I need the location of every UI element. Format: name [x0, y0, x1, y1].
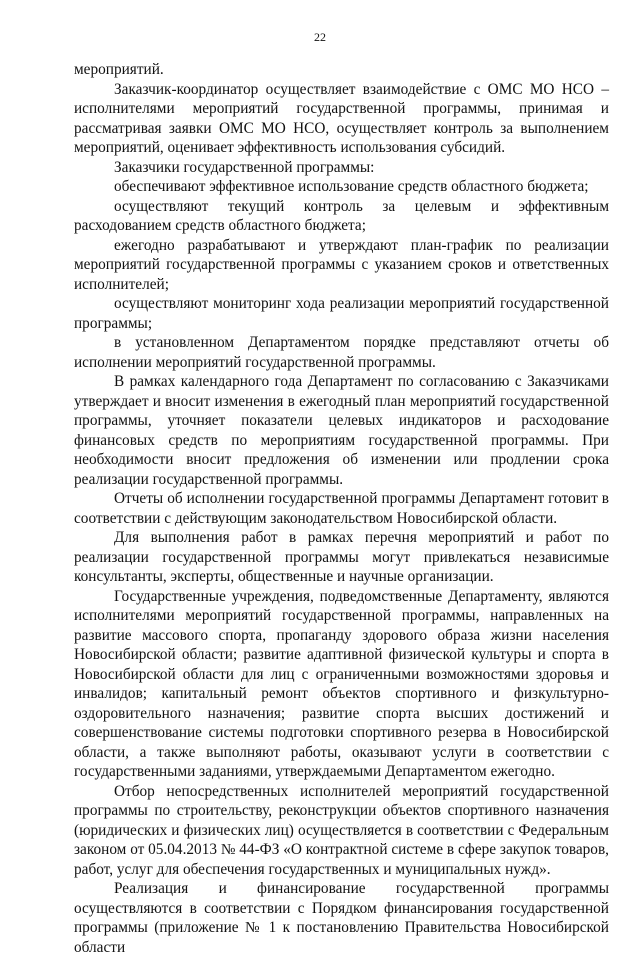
paragraph-3: Заказчики государственной программы:	[114, 158, 375, 176]
page-number: 22	[314, 30, 326, 44]
paragraph-8: в установленном Департаментом порядке представляют отчеты об исполнении мероприятий государственной программы.	[74, 334, 609, 371]
paragraph-11: Для выполнения работ в рамках перечня мероприятий и работ по реализации государственной программы могут привлекаться независимые консультанты, эксперты, общественные и научные организации.	[74, 529, 609, 585]
paragraph-6: ежегодно разрабатывают и утверждают план-график по реализации мероприятий государственной программы с указанием сроков и ответственных исполнителей;	[74, 236, 609, 293]
paragraph-9: В рамках календарного года Департамент по согласованию с Заказчиками утверждает и вносит изменения в ежегодный план мероприятий государственной программы, уточняет показатели целевых индикаторов и расходование финансовых средств по мероприятиям государственной программы. При необходимости вносит предложения об изменении или продлении срока реализации государственной программы.	[74, 373, 609, 488]
paragraph-10: Отчеты об исполнении государственной программы Департамент готовит в соответствии с действующим законодательством Новосибирской области.	[74, 490, 609, 527]
paragraph-7: осуществляют мониторинг хода реализации мероприятий государственной программы;	[74, 295, 609, 332]
paragraph-14: Реализация и финансирование государственной программы осуществляются в соответствии с Порядком финансирования государственной программы (приложение № 1 к постановлению Правительства Новосибирской области	[74, 880, 609, 956]
paragraph-12: Государственные учреждения, подведомственные Департаменту, являются исполнителями мероприятий государственной программы, направленных на развитие массового спорта, пропаганду здорового образа жизни населения Новосибирской области; развитие адаптивной физической культуры и спорта в Новосибирской области для лиц с ограниченными возможностями здоровья и инвалидов; капитальный ремонт объектов спортивного и физкультурно-оздоровительного назначения; развитие спорта высших достижений и совершенствование системы подготовки спортивного резерва в Новосибирской области, а также выполняют работы, оказывают услуги в соответствии с государственными заданиями, утверждаемыми Департаментом ежегодно.	[74, 587, 609, 780]
paragraph-5: осуществляют текущий контроль за целевым и эффективным расходованием средств областного бюджета;	[74, 197, 609, 234]
document-body	[74, 60, 609, 957]
paragraph-4: обеспечивают эффективное использование средств областного бюджета;	[114, 178, 589, 195]
paragraph-2: Заказчик-координатор осуществляет взаимодействие с ОМС МО НСО – исполнителями мероприятий государственной программы, принимая и рассматривая заявки ОМС МО НСО, осуществляет контроль за выполнением мероприятий, оценивает эффективность использования субсидий.	[74, 80, 609, 156]
paragraph-13: Отбор непосредственных исполнителей мероприятий государственной программы по строительству, реконструкции объектов спортивного назначения (юридических и физических лиц) осуществляется в соответствии с Федеральным законом от 05.04.2013 № 44-ФЗ «О контрактной системе в сфере закупок товаров, работ, услуг для обеспечения государственных и муниципальных нужд».	[74, 782, 609, 878]
paragraph-1: мероприятий.	[74, 61, 164, 78]
